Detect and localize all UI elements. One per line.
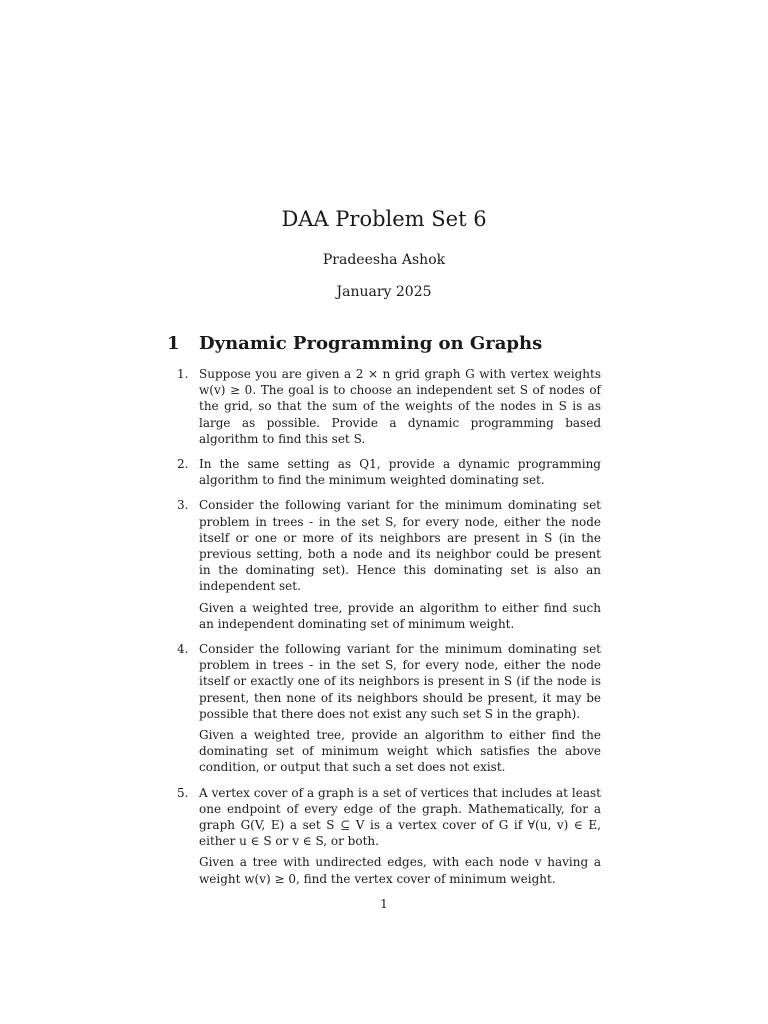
problem-paragraph: A vertex cover of a graph is a set of vertices that includes at least one endpoint of every edge of the graph. Mathematically, for a graph G(V, E) a set S ⊆ V is a vertex cover of G if ∀(u, v) ∈ E, either u ∈ S or v ∈ S, or both. <box>199 785 601 849</box>
document-title: DAA Problem Set 6 <box>281 207 487 231</box>
problem-list <box>177 366 601 896</box>
problem-paragraph: Given a weighted tree, provide an algorithm to either find the dominating set of minimum weight which satisfies the above condition, or output that such a set does not exist. <box>199 728 601 775</box>
problem-item <box>177 456 601 488</box>
problem-item <box>177 785 601 887</box>
problem-paragraph: Consider the following variant for the minimum dominating set problem in trees - in the set S, for every node, either the node itself or exactly one of its neighbors is present in S (if the node is present, then none of its neighbors should be present, it may be possible that there does not exist any such set S in the graph). <box>199 642 601 721</box>
problem-number: 2. <box>177 457 189 472</box>
problem-number: 5. <box>177 785 189 800</box>
problem-item <box>177 641 601 776</box>
problem-paragraph: In the same setting as Q1, provide a dynamic programming algorithm to find the minimum weighted dominating set. <box>199 457 601 488</box>
problem-item <box>177 366 601 447</box>
page-number: 1 <box>380 897 388 911</box>
problem-number: 1. <box>177 367 189 381</box>
document-author: Pradeesha Ashok <box>322 252 446 268</box>
problem-number: 3. <box>177 498 189 513</box>
document-date: January 2025 <box>336 284 432 300</box>
problem-paragraph: Consider the following variant for the minimum dominating set problem in trees - in the set S, for every node, either the node itself or one or more of its neighbors are present in S (in the previous setting, both a node and its neighbor could be present in the dominating set). Hence this dominating set is also an independent set. <box>199 498 601 594</box>
problem-paragraph: Given a weighted tree, provide an algorithm to either find such an independent dominating set of minimum weight. <box>199 600 601 631</box>
problem-paragraph: Suppose you are given a 2 × n grid graph G with vertex weights w(v) ≥ 0. The goal is to choose an independent set S of nodes of the grid, so that the sum of the weights of the nodes in S is as large as possible. Provide a dynamic programming based algorithm to find this set S. <box>199 367 601 446</box>
problem-paragraph: Given a tree with undirected edges, with each node v having a weight w(v) ≥ 0, find the vertex cover of minimum weight. <box>199 855 601 886</box>
problem-number: 4. <box>177 642 189 657</box>
section-heading <box>167 330 607 358</box>
section-title: Dynamic Programming on Graphs <box>199 333 543 354</box>
problem-item <box>177 497 601 632</box>
section-number: 1 <box>167 333 180 354</box>
